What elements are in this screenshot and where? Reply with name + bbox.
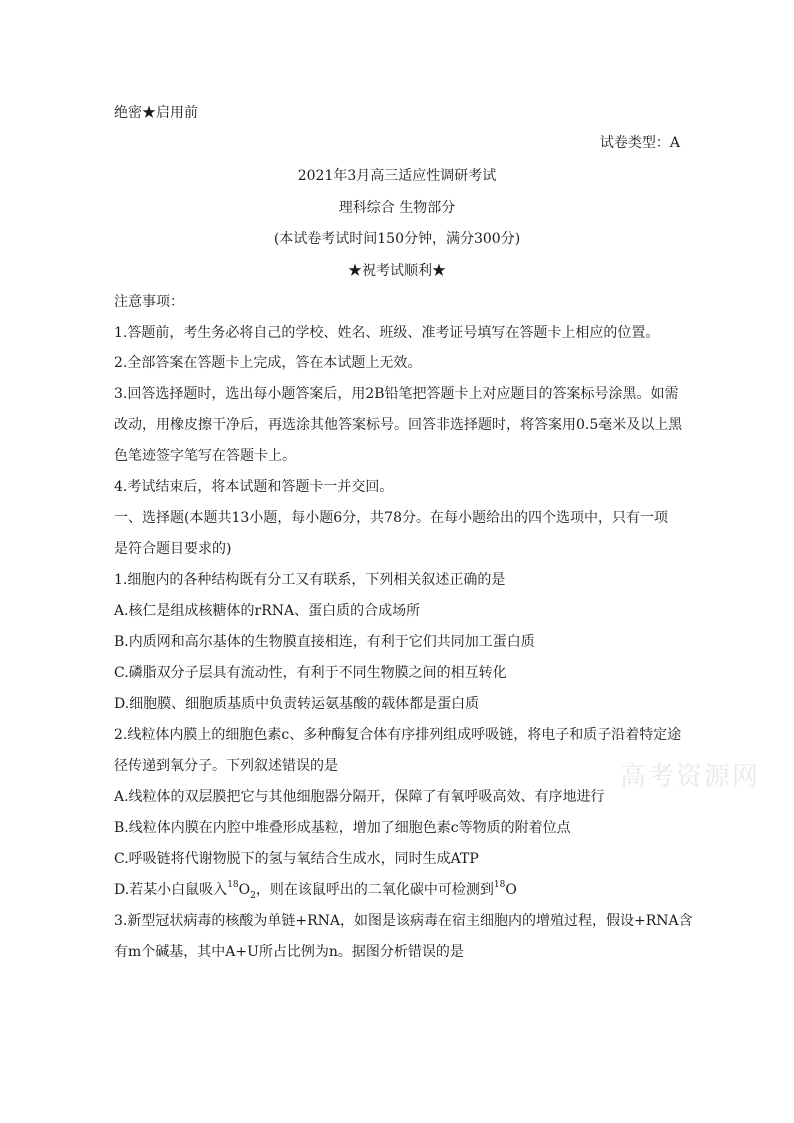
notes-heading: 注意事项： — [114, 294, 184, 310]
q2-option-a: A.线粒体的双层膜把它与其他细胞器分隔开，保障了有氧呼吸高效、有序地进行 — [114, 789, 605, 805]
exam-title: 2021年3月高三适应性调研考试 — [297, 168, 497, 184]
q3-stem-cont: 有m个碱基，其中A+U所占比例为n。据图分析错误的是 — [114, 944, 464, 960]
q1-stem: 1.细胞内的各种结构既有分工又有联系，下列相关叙述正确的是 — [114, 572, 506, 588]
q2-option-b: B.线粒体内膜在内腔中堆叠形成基粒，增加了细胞色素c等物质的附着位点 — [114, 820, 571, 836]
exam-subject: 理科综合 生物部分 — [338, 200, 456, 216]
note-item: 色笔迹签字笔写在答题卡上。 — [114, 448, 296, 464]
note-item: 3.回答选择题时，选出每小题答案后，用2B铅笔把答题卡上对应题目的答案标号涂黑。如需 — [114, 386, 679, 402]
note-item: 4.考试结束后，将本试题和答题卡一并交回。 — [114, 479, 394, 495]
watermark: 高考资源网 — [620, 762, 761, 792]
note-item: 1.答题前，考生务必将自己的学校、姓名、班级、准考证号填写在答题卡上相应的位置。 — [114, 325, 660, 341]
exam-time-note: (本试卷考试时间150分钟，满分300分) — [273, 231, 521, 247]
q1-option-a: A.核仁是组成核糖体的rRNA、蛋白质的合成场所 — [114, 603, 421, 619]
q2-option-d: D.若某小白鼠吸入$^{18}O_2$，则在该鼠呼出的二氧化碳中可检测到$^{18}$O — [114, 880, 517, 901]
section-heading-cont: 是符合题目要求的) — [114, 541, 232, 557]
paper-type: 试卷类型：A — [599, 135, 680, 151]
section-heading: 一、选择题(本题共13小题，每小题6分，共78分。在每小题给出的四个选项中，只有一项 — [114, 510, 668, 526]
q1-option-b: B.内质网和高尔基体的生物膜直接相连，有利于它们共同加工蛋白质 — [114, 634, 535, 650]
q3-stem: 3.新型冠状病毒的核酸为单链+RNA，如图是该病毒在宿主细胞内的增殖过程，假设+RNA含 — [114, 913, 693, 929]
note-item: 改动，用橡皮擦干净后，再选涂其他答案标号。回答非选择题时，将答案用0.5毫米及以上黑 — [114, 417, 683, 433]
q2-stem-cont: 径传递到氧分子。下列叙述错误的是 — [114, 758, 338, 774]
q1-option-d: D.细胞膜、细胞质基质中负责转运氨基酸的载体都是蛋白质 — [114, 696, 480, 712]
q2-stem: 2.线粒体内膜上的细胞色素c、多种酶复合体有序排列组成呼吸链，将电子和质子沿着特定途 — [114, 727, 682, 743]
good-luck: ★祝考试顺利★ — [348, 263, 446, 279]
secret-label: 绝密★启用前 — [114, 105, 198, 121]
q1-option-c: C.磷脂双分子层具有流动性，有利于不同生物膜之间的相互转化 — [114, 665, 507, 681]
q2-option-c: C.呼吸链将代谢物脱下的氢与氧结合生成水，同时生成ATP — [114, 851, 479, 867]
note-item: 2.全部答案在答题卡上完成，答在本试题上无效。 — [114, 355, 422, 371]
